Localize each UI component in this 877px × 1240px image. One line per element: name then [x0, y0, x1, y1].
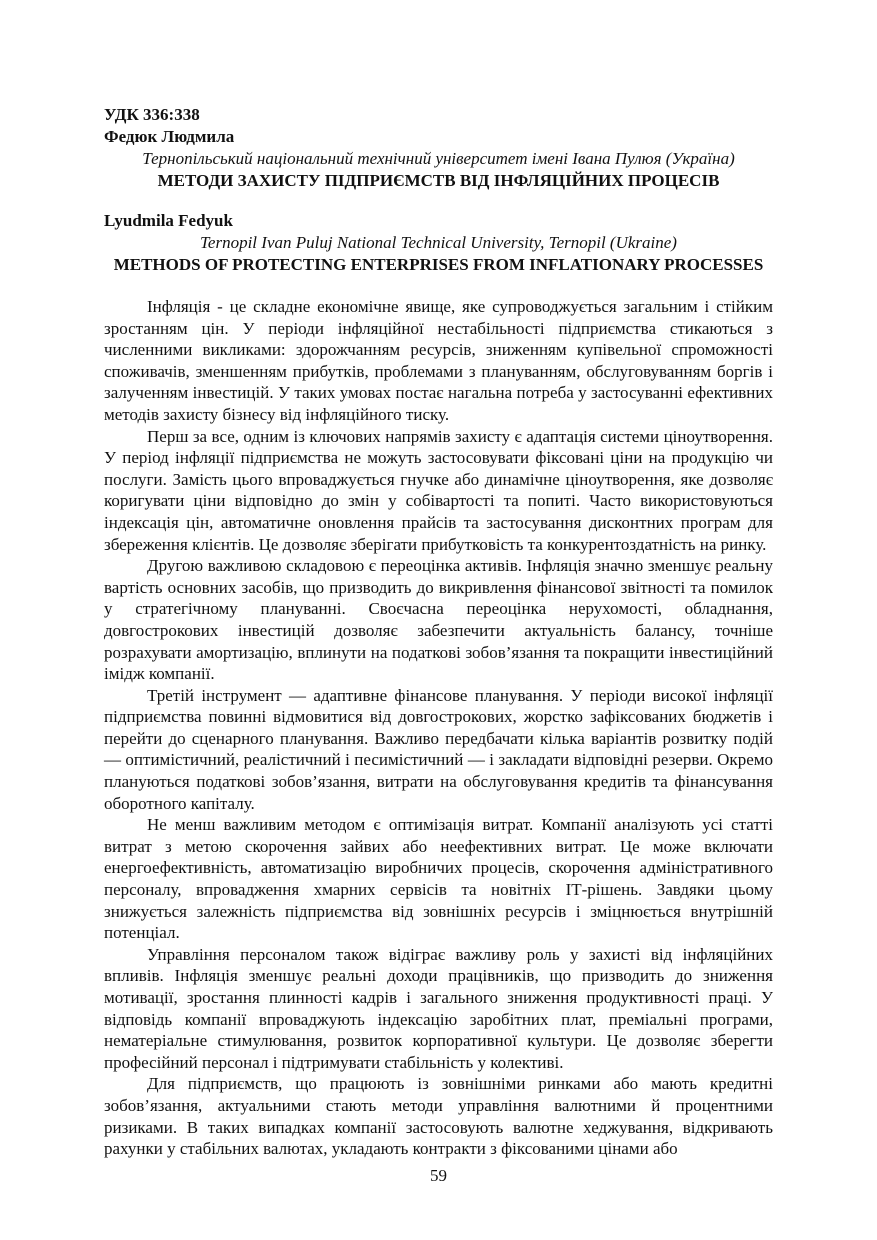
udc-code: УДК 336:338	[104, 105, 200, 124]
page-content	[104, 104, 773, 1160]
paragraph: Другою важливою складовою є переоцінка активів. Інфляція значно зменшує реальну вартість основних засобів, що призводить до викривлення фінансової звітності та помилок у стратегічному плануванні. Своєчасна переоцінка нерухомості, обладнання, довгострокових інвестицій дозволяє забезпечити актуальність балансу, точніше розрахувати амортизацію, вплинути на податкові зобов’язання та покращити інвестиційний імідж компанії.	[104, 556, 773, 684]
paragraph: Перш за все, одним із ключових напрямів захисту є адаптація системи ціноутворення. У період інфляції підприємства не можуть застосовувати фіксовані ціни на продукцію чи послуги. Замість цього впроваджується гнучке або динамічне ціноутворення, яке дозволяє коригувати ціни відповідно до змін у собівартості та попиті. Часто використовуються індексація цін, автоматичне оновлення прайсів та застосування дисконтних програм для збереження клієнтів. Це дозволяє зберігати прибутковість та конкурентоздатність на ринку.	[104, 426, 773, 554]
paragraph: Третій інструмент — адаптивне фінансове планування. У періоди високої інфляції підприємства повинні відмовитися від довгострокових, жорстко зафіксованих бюджетів і перейти до сценарного планування. Важливо передбачати кілька варіантів розвитку подій — оптимістичний, реалістичний і песимістичний — і закладати відповідні резерви. Окремо плануються податкові зобов’язання, витрати на обслуговування кредитів та фінансування оборотного капіталу.	[104, 685, 773, 813]
affiliation-ua: Тернопільський національний технічний університет імені Івана Пулюя (Україна)	[142, 149, 735, 168]
paragraph: Інфляція - це складне економічне явище, яке супроводжується загальним і стійким зростанням цін. У періоди інфляційної нестабільності підприємства стикаються з численними викликами: здорожчанням ресурсів, зниженням купівельної спроможності споживачів, зменшенням прибутків, проблемами з плануванням, обслуговуванням боргів і залученням інвестицій. У таких умовах постає нагальна потреба у застосуванні ефективних методів захисту бізнесу від інфляційного тиску.	[104, 297, 773, 424]
paragraph: Для підприємств, що працюють із зовнішніми ринками або мають кредитні зобов’язання, актуальними стають методи управління валютними й процентними ризиками. В таких випадках компанії застосовують валютне хеджування, відкривають рахунки у стабільних валютах, укладають контракти з фіксованими цінами або	[104, 1074, 773, 1159]
title-ua: МЕТОДИ ЗАХИСТУ ПІДПРИЄМСТВ ВІД ІНФЛЯЦІЙНИХ ПРОЦЕСІВ	[157, 171, 720, 190]
paragraph: Не менш важливим методом є оптимізація витрат. Компанії аналізують усі статті витрат з метою скорочення зайвих або неефективних витрат. Це може включати енергоефективність, автоматизацію виробничих процесів, скорочення адміністративного персоналу, впровадження хмарних сервісів та новітніх ІТ-рішень. Завдяки цьому знижується залежність підприємства від зовнішніх ресурсів і зміцнюється внутрішній потенціал.	[104, 815, 773, 943]
author-name-en: Lyudmila Fedyuk	[104, 211, 233, 230]
title-en: METHODS OF PROTECTING ENTERPRISES FROM INFLATIONARY PROCESSES	[113, 255, 764, 274]
affiliation-en: Ternopil Ivan Puluj National Technical University, Ternopil (Ukraine)	[200, 233, 677, 252]
spacer	[104, 192, 773, 210]
page-number: 59	[430, 1166, 447, 1185]
article-body	[104, 296, 773, 1160]
paragraph: Управління персоналом також відіграє важливу роль у захисті від інфляційних впливів. Інфляція зменшує реальні доходи працівників, що призводить до зниження мотивації, зростання плинності кадрів і загального зниження продуктивності праці. У відповідь компанії впроваджують індексацію заробітних плат, преміальні програми, нематеріальне стимулювання, розвиток корпоративної культури. Це дозволяє зберегти професійний персонал і підтримувати стабільність у колективі.	[104, 944, 773, 1072]
spacer	[104, 276, 773, 296]
author-name-ua: Федюк Людмила	[104, 127, 235, 146]
